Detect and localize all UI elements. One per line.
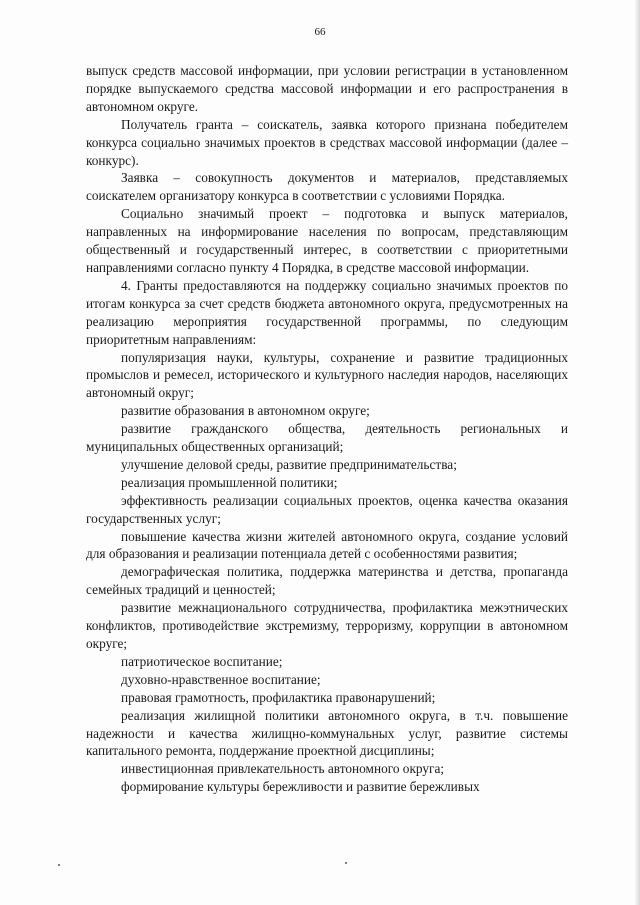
- paragraph: Социально значимый проект – подготовка и выпуск материалов, направленных на информирование населения по вопросам, представляющим общественный и государственный интерес, в соответствии с приоритетными направлениями согласно пункту 4 Порядка, в средстве массовой информации.: [86, 206, 568, 275]
- paragraph: Заявка – совокупность документов и материалов, представляемых соискателем организатору конкурса в соответствии с условиями Порядка.: [86, 170, 568, 204]
- list-item: реализация промышленной политики;: [121, 474, 338, 490]
- page-edge-shadow: [634, 0, 640, 905]
- list-item: инвестиционная привлекательность автономного округа;: [121, 761, 445, 777]
- paragraph: 4. Гранты предоставляются на поддержку социально значимых проектов по итогам конкурса за счет средств бюджета автономного округа, предусмотренных на реализацию мероприятия государственной программы, по следующим приоритетным направлениям:: [86, 277, 568, 347]
- list-item: улучшение деловой среды, развитие предпринимательства;: [121, 456, 457, 472]
- page-number: 66: [314, 26, 326, 38]
- list-item: духовно-нравственное воспитание;: [121, 671, 321, 687]
- list-item: реализация жилищной политики автономного округа, в т.ч. повышение надежности и качества жилищно-коммунальных услуг, развитие системы капитального ремонта, поддержание проектной дисциплины;: [86, 707, 568, 759]
- list-item: развитие образования в автономном округе;: [121, 403, 370, 419]
- paragraph: выпуск средств массовой информации, при условии регистрации в установленном порядке выпускаемого средства массовой информации и его распространения в автономном округе.: [86, 63, 568, 114]
- list-item: формирование культуры бережливости и развитие бережливых: [121, 779, 480, 795]
- paragraph: Получатель гранта – соискатель, заявка которого признана победителем конкурса социально значимых проектов в средствах массовой информации (далее – конкурс).: [86, 116, 568, 168]
- scan-speck: [58, 864, 60, 866]
- list-item: патриотическое воспитание;: [121, 653, 283, 669]
- scan-speck: [345, 862, 347, 864]
- list-item: демографическая политика, поддержка материнства и детства, пропаганда семейных традиций и ценностей;: [86, 564, 568, 598]
- list-item: развитие межнационального сотрудничества, профилактика межэтнических конфликтов, противодействие экстремизму, терроризму, коррупции в автономном округе;: [86, 600, 568, 651]
- list-item: развитие гражданского общества, деятельность региональных и муниципальных общественных организаций;: [86, 421, 568, 455]
- list-item: популяризация науки, культуры, сохранение и развитие традиционных промыслов и ремесел, исторического и культурного наследия народов, населяющих автономный округ;: [86, 349, 568, 401]
- document-body: [86, 62, 568, 796]
- list-item: повышение качества жизни жителей автономного округа, создание условий для образования и реализации потенциала детей с особенностями развития;: [86, 528, 568, 562]
- list-item: эффективность реализации социальных проектов, оценка качества оказания государственных услуг;: [86, 492, 568, 526]
- list-item: правовая грамотность, профилактика правонарушений;: [121, 689, 436, 705]
